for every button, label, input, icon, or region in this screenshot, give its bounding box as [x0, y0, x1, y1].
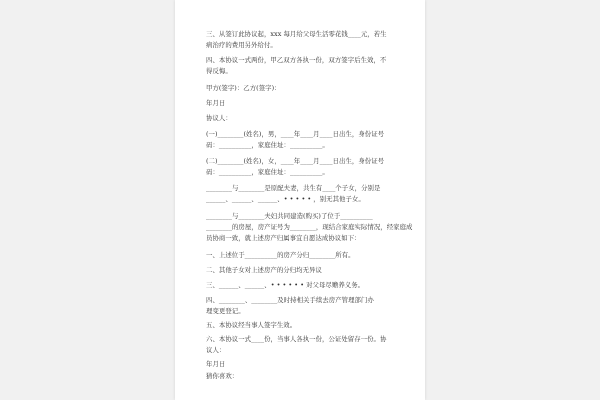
article-4-line-2: 理变更登记。: [206, 307, 245, 315]
date-line: 年月日: [206, 99, 226, 107]
document-page: [175, 0, 425, 400]
party-1-line-2: 码：__________，家庭住址：__________。: [206, 141, 329, 149]
article-4-line-1: 四、________、________及时持相关手续去房产管理部门办: [206, 296, 374, 304]
clause-3-line-2: 病治疗的费用另外给付。: [206, 41, 277, 49]
party-2-line-1: (二)________(姓名)，女，____年____月____日出生，身份证号: [206, 157, 385, 165]
article-3: 三、______、______、• • • • • • 对父母尽赡养义务。: [206, 281, 365, 289]
party-1-line-1: (一)________(姓名)，男，____年____月____日出生，身份证号: [206, 130, 385, 138]
children-line-2: ______、______、______、• • • • • ，别无其他子女。: [206, 195, 365, 203]
article-5: 五、本协议经当事人签字生效。: [206, 321, 297, 329]
article-2: 二、其他子女对上述房产的分归均无异议: [206, 266, 322, 274]
parties-heading: 协议人：: [206, 114, 232, 122]
clause-3-line-1: 三、从签订此协议起，xxx 每月给父母生活零花钱____元，若生: [206, 30, 387, 38]
article-1: 一、上述位于__________的房产分归________所有。: [206, 251, 355, 259]
article-6-line-2: 议人：: [206, 346, 226, 354]
closing-date-line: 年月日: [206, 360, 226, 368]
property-line-3: 员协商一致，就上述房产归属事宜自愿达成协议如下：: [206, 234, 361, 242]
clause-4-line-2: 得反悔。: [206, 67, 232, 75]
property-line-2: ________的房屋，房产证号为________，现结合家庭实际情况，经家庭成: [206, 223, 413, 231]
party-2-line-2: 码：__________，家庭住址：__________。: [206, 168, 329, 176]
you-may-like-heading: 猜你喜欢：: [206, 372, 239, 380]
children-line-1: ________与________是原配夫妻，共生有____个子女，分别是: [206, 184, 381, 192]
clause-4-line-1: 四、本协议一式两份，甲乙双方各执一份，双方签字后生效，不: [206, 56, 387, 64]
article-6-line-1: 六、本协议一式____份，当事人各执一份，公证处留存一份。协: [206, 335, 387, 343]
signature-line: 甲方(签字)：乙方(签字)：: [206, 84, 281, 92]
property-line-1: ________与________夫妇共同建造(购买)了位于__________: [206, 212, 373, 220]
